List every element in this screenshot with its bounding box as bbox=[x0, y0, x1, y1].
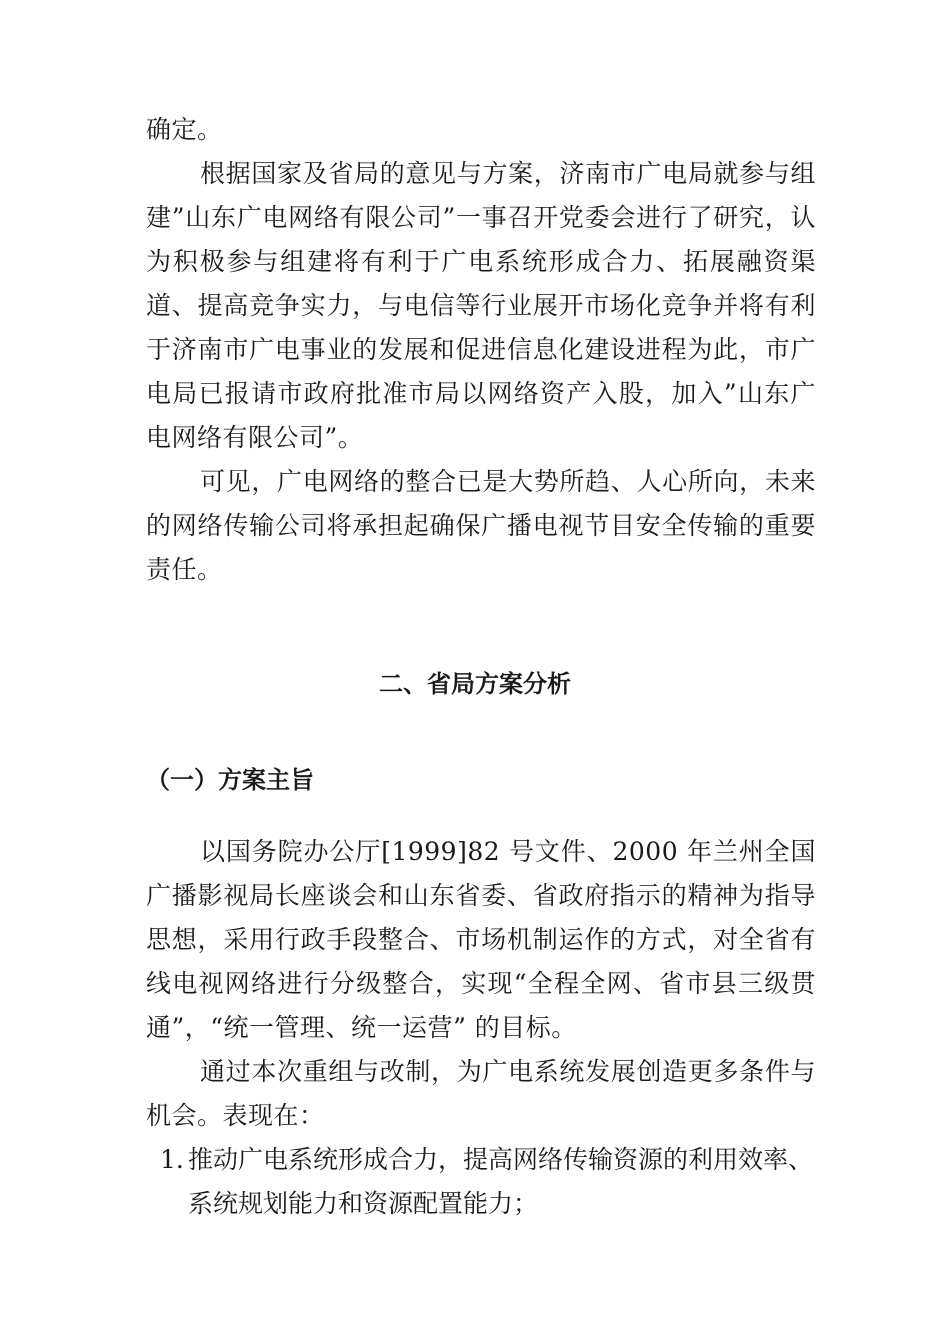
paragraph-integration-trend: 可见，广电网络的整合已是大势所趋、人心所向，未来的网络传输公司将承担起确保广播电视节目安全传输的重要责任。 bbox=[146, 467, 816, 584]
list-item-text: 推动广电系统形成合力，提高网络传输资源的利用效率、系统规划能力和资源配置能力； bbox=[188, 1145, 814, 1218]
paragraph-plan-purpose: 以国务院办公厅[1999]82 号文件、2000 年兰州全国广播影视局长座谈会和山东省委、省政府指示的精神为指导思想，采用行政手段整合、市场机制运作的方式，对全省有线电视网络进行分级整合，实现“全程全网、省市县三级贯通”，“统一管理、统一运营” 的目标。 bbox=[146, 837, 816, 1042]
paragraph-continuation: 确定。 bbox=[146, 115, 223, 144]
list-item bbox=[146, 1138, 836, 1226]
paragraph-restructure-opportunity: 通过本次重组与改制，为广电系统发展创造更多条件与机会。表现在： bbox=[146, 1057, 816, 1130]
subsection-heading: （一）方案主旨 bbox=[146, 766, 314, 794]
section-heading: 二、省局方案分析 bbox=[379, 670, 571, 698]
paragraph-jinan-bureau: 根据国家及省局的意见与方案，济南市广电局就参与组建”山东广电网络有限公司”一事召开党委会进行了研究，认为积极参与组建将有利于广电系统形成合力、拓展融资渠道、提高竞争实力，与电信等行业展开市场化竞争并将有利于济南市广电事业的发展和促进信息化建设进程为此，市广电局已报请市政府批准市局以网络资产入股，加入”山东广电网络有限公司”。 bbox=[146, 159, 816, 452]
list-item-number: 1. bbox=[160, 1145, 184, 1174]
